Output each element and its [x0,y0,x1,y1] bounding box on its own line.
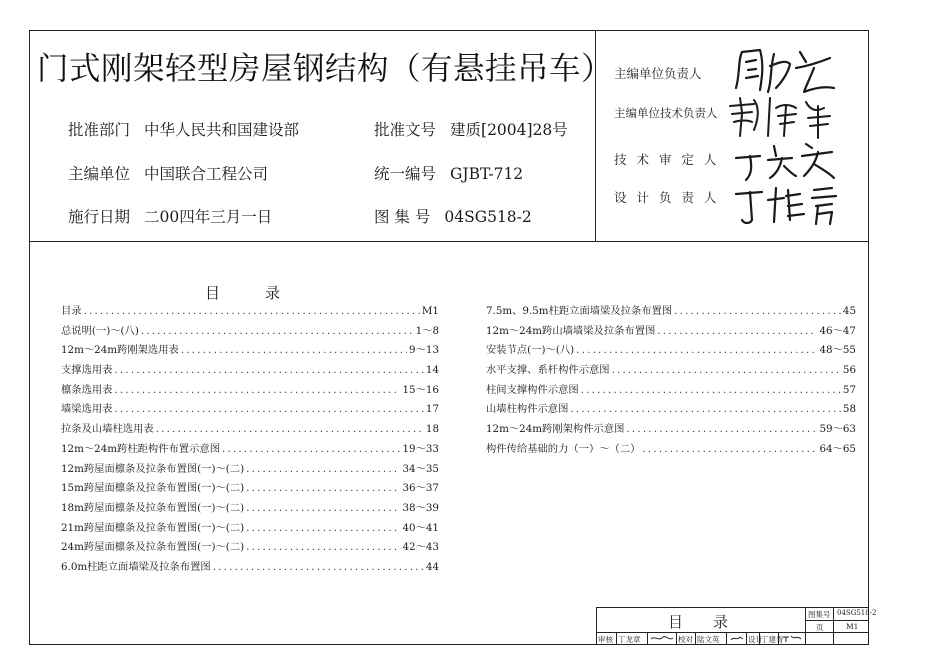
editing-unit-value: 中国联合工程公司 [144,165,269,183]
toc-entry[interactable]: 柱间支撑构件示意图 ..... 57 [486,381,856,401]
signature-chief-editor [730,44,840,96]
toc-entry[interactable]: 安装节点(一)～(八) ..... 48～55 [486,341,856,361]
approval-document-value: 建质[2004]28号 [450,121,568,139]
toc-heading: 目 录 [205,284,281,302]
title-block-review-label: 审核 [598,635,613,644]
atlas-number-value: 04SG518-2 [444,208,532,226]
unified-number [374,162,523,184]
unified-number-label: 统一编号 [374,165,437,183]
title-block-reviewer: 丁龙章 [618,635,641,644]
toc-entry[interactable]: 山墙柱构件示意图 ..... 58 [486,400,856,420]
title-block-check-label: 校对 [678,635,693,644]
toc-entry[interactable]: 12m～24m跨刚架选用表 ..... 9～13 [61,341,439,361]
approval-department-label: 批准部门 [68,121,131,139]
editing-unit [68,162,268,184]
approval-document-no [374,118,568,140]
toc-entry[interactable]: 墙梁选用表 ..... 17 [61,400,439,420]
approval-department [68,118,299,140]
design-lead-role: 设 计 负 责 人 [614,190,720,205]
signature-technical-reviewer [730,136,840,184]
effective-date-value: 二00四年三月一日 [144,208,273,226]
effective-date-label: 施行日期 [68,208,131,226]
title-block-designer-signature [781,633,803,644]
technical-reviewer-role: 技 术 审 定 人 [614,152,720,167]
toc-entry[interactable]: 6.0m柱距立面墙梁及拉条布置图 ..... 44 [61,558,439,578]
toc-entry[interactable]: 12m～24m跨柱距构件布置示意图 ..... 19～33 [61,440,439,460]
title-block-atlas-label: 图集号 [808,610,831,619]
editing-unit-label: 主编单位 [68,165,131,183]
toc-entry[interactable]: 15m跨屋面檩条及拉条布置图(一)～(二) ..... 36～37 [61,479,439,499]
document-title: 门式刚架轻型房屋钢结构（有悬挂吊车） [37,51,614,87]
title-block-page-label: 页 [816,623,824,632]
toc-entry[interactable]: 水平支撑、系杆构件示意图 ..... 56 [486,361,856,381]
effective-date [68,205,272,227]
toc-entry[interactable]: 支撑选用表 ..... 14 [61,361,439,381]
atlas-number [374,205,532,227]
technical-lead-role: 主编单位技术负责人 [614,106,718,120]
toc-entry[interactable]: 总说明(一)～(八) ..... 1～8 [61,322,439,342]
toc-entry[interactable]: 拉条及山墙柱选用表 ..... 18 [61,420,439,440]
toc-entry[interactable]: 24m跨屋面檩条及拉条布置图(一)～(二) ..... 42～43 [61,538,439,558]
header-divider [29,241,869,242]
toc-entry[interactable]: 构件传给基础的力（一）～（二） ..... 64～65 [486,440,856,460]
toc-entry[interactable]: 7.5m、9.5m柱距立面墙梁及拉条布置图 ..... 45 [486,302,856,322]
title-block-atlas-number: 04SG518-2 [837,609,877,617]
approval-document-label: 批准文号 [374,121,437,139]
toc-entry[interactable]: 檩条选用表 ..... 15～16 [61,381,439,401]
atlas-number-label: 图 集 号 [374,208,431,226]
toc-entry[interactable]: 目录 ..... M1 [61,302,439,322]
unified-number-value: GJBT-712 [450,165,524,183]
signature-design-lead [732,180,842,228]
toc-entry[interactable]: 12m跨屋面檩条及拉条布置图(一)～(二) ..... 34～35 [61,460,439,480]
toc-entry[interactable]: 18m跨屋面檩条及拉条布置图(一)～(二) ..... 38～39 [61,499,439,519]
title-block-designer: 丁建青 [761,635,784,644]
signature-technical-lead [724,92,839,140]
toc-entry[interactable]: 12m～24m跨山墙墙梁及拉条布置图 ..... 46～47 [486,322,856,342]
title-block-page-number: M1 [846,622,859,631]
title-block-reviewer-signature [649,633,675,644]
title-block [596,607,877,645]
title-block-design-label: 设计 [748,635,763,644]
toc-right-column [486,302,856,460]
title-block-checker-signature [729,633,745,644]
toc-left-column [61,302,439,578]
approval-department-value: 中华人民共和国建设部 [144,121,300,139]
toc-entry[interactable]: 21m跨屋面檩条及拉条布置图(一)～(二) ..... 40～41 [61,519,439,539]
chief-editor-role: 主编单位负责人 [614,66,702,81]
toc-entry[interactable]: 12m～24m跨刚架构件示意图 ..... 59～63 [486,420,856,440]
title-block-sheet-title: 目 录 [668,613,729,631]
title-block-checker: 陆文英 [697,635,720,644]
